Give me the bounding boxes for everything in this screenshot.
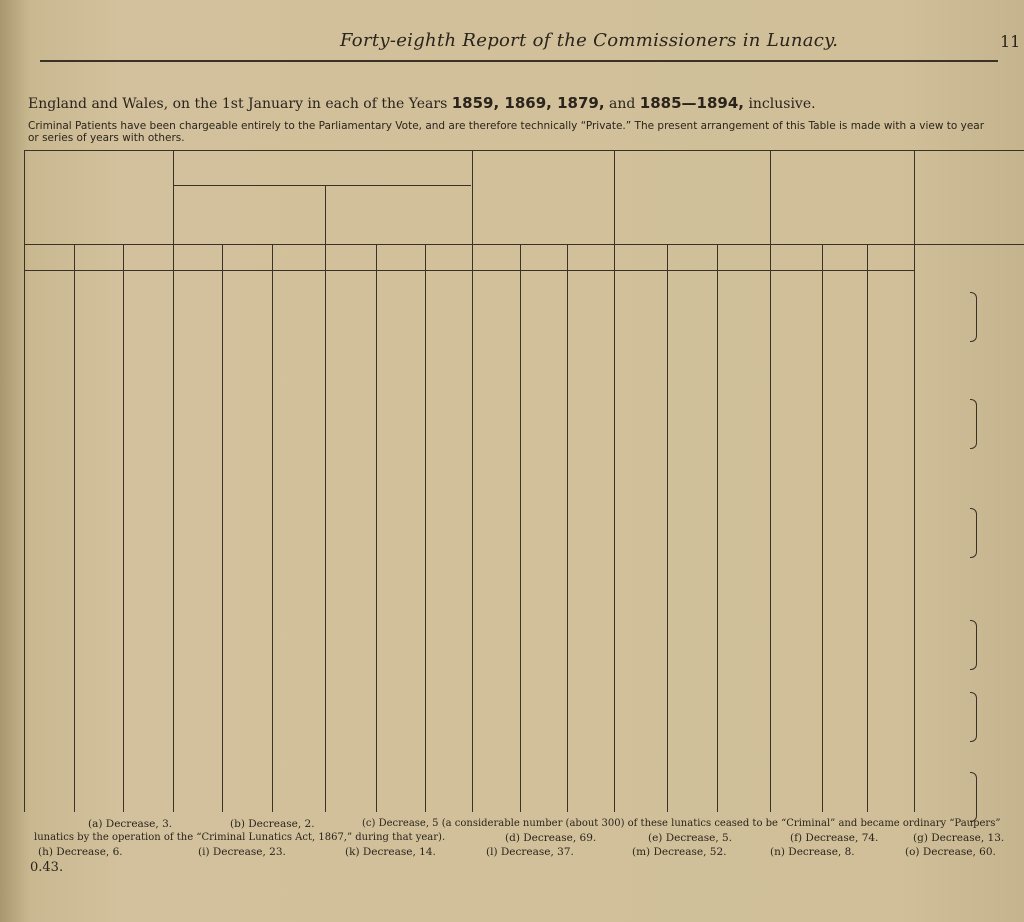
column-divider xyxy=(272,244,273,812)
subheader-bottom-rule xyxy=(24,270,914,271)
footnote-a: (a) Decrease, 3. xyxy=(88,818,173,830)
footnote-d: (d) Decrease, 69. xyxy=(505,832,597,844)
year-brace xyxy=(970,772,977,822)
page-number: 11 xyxy=(1000,32,1021,51)
group-divider xyxy=(770,150,771,812)
table-top-rule xyxy=(24,150,1024,151)
page-header-title: Forty-eighth Report of the Commissioners in Lunacy. xyxy=(340,30,839,51)
intro-range: 1885—1894, xyxy=(639,94,744,112)
year-brace xyxy=(970,292,977,342)
group-divider xyxy=(472,150,473,812)
year-brace xyxy=(970,620,977,670)
column-divider xyxy=(74,244,75,812)
column-divider xyxy=(567,244,568,812)
subheader-top-rule xyxy=(24,244,1024,245)
column-divider xyxy=(717,244,718,812)
group-divider xyxy=(914,150,915,812)
intro-years: 1859, 1869, 1879, xyxy=(451,94,605,112)
column-divider xyxy=(425,244,426,812)
group-divider xyxy=(24,150,25,812)
group-divider xyxy=(173,150,174,812)
footnote-m: (m) Decrease, 52. xyxy=(632,846,727,858)
workhouse-rule xyxy=(173,185,471,186)
footnote-c: (c) Decrease, 5 (a considerable number (about 300) of these lunatics ceased to be “Criminal” and became ordinary “Paupers” xyxy=(362,818,1001,829)
document-code: 0.43. xyxy=(30,860,64,875)
footnote-c-cont: lunatics by the operation of the “Criminal Lunatics Act, 1867,” during that year). xyxy=(34,832,446,843)
column-divider xyxy=(376,244,377,812)
column-divider xyxy=(667,244,668,812)
footnote-k: (k) Decrease, 14. xyxy=(345,846,436,858)
footnote-i: (i) Decrease, 23. xyxy=(198,846,286,858)
footnote-f: (f) Decrease, 74. xyxy=(790,832,879,844)
footnote-g: (g) Decrease, 13. xyxy=(913,832,1005,844)
header-rule xyxy=(40,60,998,62)
column-divider xyxy=(867,244,868,812)
group-divider xyxy=(614,150,615,812)
year-brace xyxy=(970,692,977,742)
footnote-e: (e) Decrease, 5. xyxy=(648,832,733,844)
intro-and: and xyxy=(609,96,636,112)
footnote-o: (o) Decrease, 60. xyxy=(905,846,996,858)
column-divider xyxy=(123,244,124,812)
footnote-l: (l) Decrease, 37. xyxy=(486,846,574,858)
group-divider xyxy=(325,185,326,812)
intro-pre: England and Wales, on the 1st January in each of the Years xyxy=(28,96,448,112)
criminal-note: Criminal Patients have been chargeable entirely to the Parliamentary Vote, and are therefore technically “Private.” The present arrangement of this Table is made with a view to year or series of years with others. xyxy=(28,120,985,144)
year-brace xyxy=(970,399,977,449)
footnote-b: (b) Decrease, 2. xyxy=(230,818,315,830)
column-divider xyxy=(520,244,521,812)
column-divider xyxy=(822,244,823,812)
footnote-n: (n) Decrease, 8. xyxy=(770,846,855,858)
intro-post: inclusive. xyxy=(748,96,816,112)
column-divider xyxy=(222,244,223,812)
year-brace xyxy=(970,508,977,558)
table-intro xyxy=(28,94,816,112)
footnote-h: (h) Decrease, 6. xyxy=(38,846,123,858)
